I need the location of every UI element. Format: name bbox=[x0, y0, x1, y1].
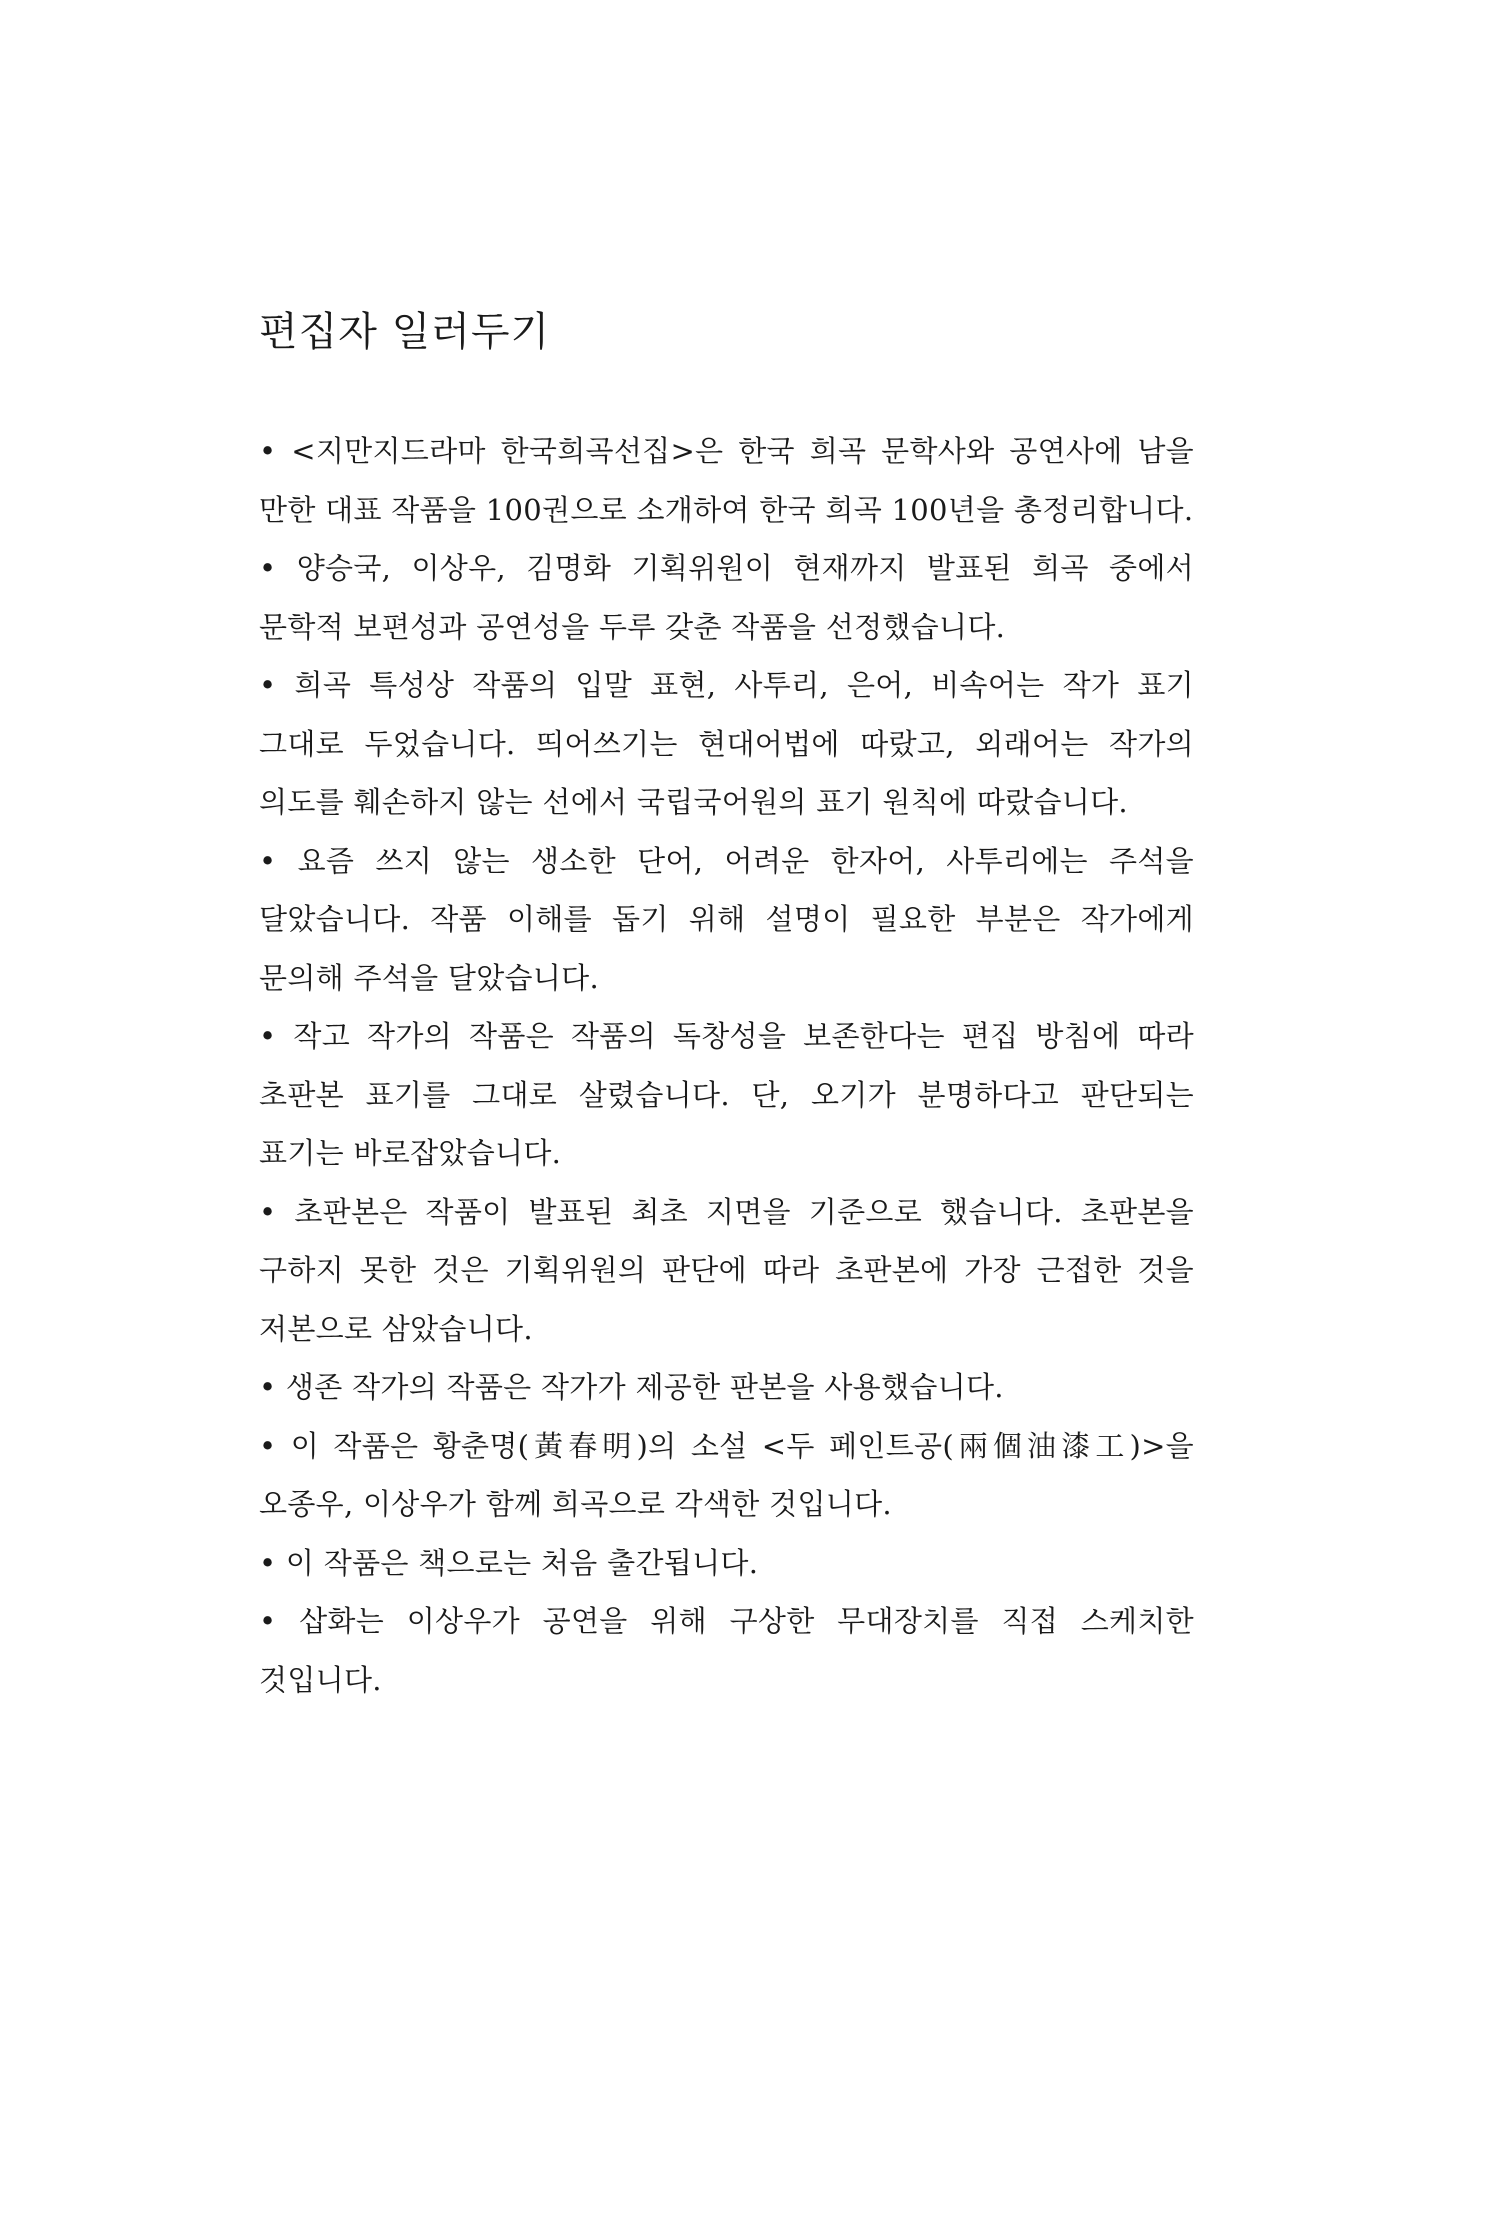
list-item: • 작고 작가의 작품은 작품의 독창성을 보존한다는 편집 방침에 따라 초판본 표기를 그대로 살렸습니다. 단, 오기가 분명하다고 판단되는 표기는 바로잡았습니다. bbox=[259, 1019, 1194, 1170]
list-item: • 생존 작가의 작품은 작가가 제공한 판본을 사용했습니다. bbox=[259, 1370, 1004, 1404]
list-item: • 양승국, 이상우, 김명화 기획위원이 현재까지 발표된 희곡 중에서 문학적 보편성과 공연성을 두루 갖춘 작품을 선정했습니다. bbox=[259, 551, 1194, 644]
list-item: • 초판본은 작품이 발표된 최초 지면을 기준으로 했습니다. 초판본을 구하지 못한 것은 기획위원의 판단에 따라 초판본에 가장 근접한 것을 저본으로 삼았습니다. bbox=[259, 1194, 1194, 1346]
editor-notes-list bbox=[259, 422, 1194, 1709]
list-item: • 요즘 쓰지 않는 생소한 단어, 어려운 한자어, 사투리에는 주석을 달았습니다. 작품 이해를 돕기 위해 설명이 필요한 부분은 작가에게 문의해 주석을 달았습니다. bbox=[259, 843, 1194, 995]
page-title: 편집자 일러두기 bbox=[259, 309, 551, 355]
list-item: • <지만지드라마 한국희곡선집>은 한국 희곡 문학사와 공연사에 남을 만한 대표 작품을 100권으로 소개하여 한국 희곡 100년을 총정리합니다. bbox=[259, 434, 1194, 527]
list-item: • 희곡 특성상 작품의 입말 표현, 사투리, 은어, 비속어는 작가 표기 그대로 두었습니다. 띄어쓰기는 현대어법에 따랐고, 외래어는 작가의 의도를 훼손하지 않는 선에서 국립국어원의 표기 원칙에 따랐습니다. bbox=[259, 668, 1194, 819]
list-item: • 이 작품은 책으로는 처음 출간됩니다. bbox=[259, 1545, 759, 1580]
list-item: • 이 작품은 황춘명(黃春明)의 소설 <두 페인트공(兩個油漆工)>을 오종우, 이상우가 함께 희곡으로 각색한 것입니다. bbox=[259, 1428, 1194, 1521]
list-item: • 삽화는 이상우가 공연을 위해 구상한 무대장치를 직접 스케치한 것입니다. bbox=[259, 1604, 1194, 1697]
